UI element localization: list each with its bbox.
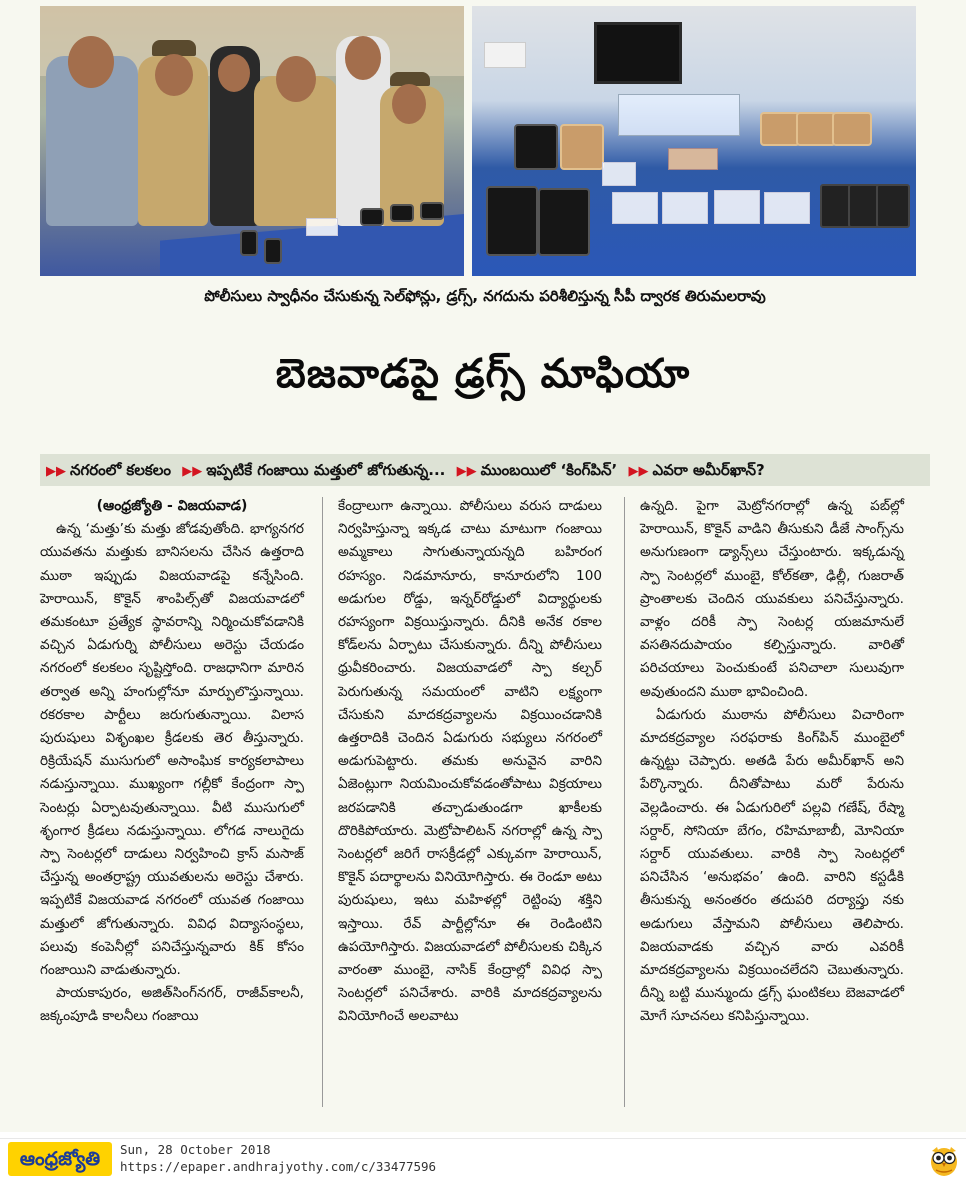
photo-police-inspection bbox=[40, 6, 464, 276]
footer-bar bbox=[0, 1138, 966, 1181]
owl-icon[interactable] bbox=[927, 1143, 961, 1177]
kicker-bar bbox=[40, 454, 930, 486]
publish-date: Sun, 28 October 2018 bbox=[120, 1142, 271, 1157]
article-paragraph: ఏడుగురు ముఠాను పోలీసులు విచారింగా మాదకద్రవ్యాల సరఫరాకు కింగ్‌పిన్‌ ముంబైలో ఉన్నట్టు చెప్పారు. అతడి పేరు అమీర్‌ఖాన్‌ అని పేర్కొన్నారు. దీనితోపాటు మరో పేరును వెల్లడించారు. ఈ ఏడుగురిలో పల్లవి గణేష్‌, రేష్మా సర్దార్‌, సోనియా బేగం, రహిమాబాబీ, మోనియా సర్దార్‌ యువతులు. వారికి స్పా సెంటర్లలో పనిచేసిన ‘అనుభవం’ ఉంది. వారిని కస్టడీకి తీసుకున్న అనంతరం తదుపరి దర్యాప్తు నకు అడుగులు వేస్తామని పోలీసులు తెలిపారు. విజయవాడకు వచ్చిన వారు ఎవరికీ మాదకద్రవ్యాలను విక్రయించలేదని చెబుతున్నారు. దీన్ని బట్టి మున్ముందు డ్రగ్స్‌ ఘంటికలు బెజవాడలో మోగే సూచనలు కనిపిస్తున్నాయి. bbox=[640, 706, 904, 1025]
kicker-item: ఎవరా అమీర్‌ఖాన్‌? bbox=[652, 461, 765, 479]
column-divider bbox=[322, 497, 323, 1107]
article-column-1 bbox=[40, 495, 304, 1029]
dateline: (ఆంధ్రజ్యోతి - విజయవాడ) bbox=[96, 498, 248, 514]
article-paragraph: పాయకాపురం, అజిత్‌సింగ్‌నగర్‌, రాజీవ్‌కాలనీ, జక్కంపూడి కాలనీలు గంజాయి bbox=[40, 985, 304, 1025]
column-divider bbox=[624, 497, 625, 1107]
photo-caption: పోలీసులు స్వాధీనం చేసుకున్న సెల్‌ఫోన్లు, డ్రగ్స్‌, నగదును పరిశీలిస్తున్న సీపీ ద్వారక తిరుమలరావు bbox=[204, 287, 766, 305]
double-arrow-icon: ▶▶ bbox=[628, 464, 649, 479]
article-column-3 bbox=[640, 495, 904, 1029]
clip-url[interactable]: https://epaper.andhrajyothy.com/c/33477596 bbox=[120, 1159, 437, 1174]
article-paragraph: ఉన్న ‘మత్తు’కు మత్తు జోడవుతోంది. భాగ్యనగర యువతను మత్తుకు బానిసలను చేసిన ఉత్తరాది ముఠా ఇప్పుడు విజయవాడపై కన్నేసింది. హెరాయిన్‌, కొకైన్‌ శాంపిల్స్‌తో విజయవాడలో తమకంటూ ప్రత్యేక స్థావరాన్ని నిర్మించుకోవడానికి వచ్చిన ఏడుగుర్ని పోలీసులు అరెస్టు చేయడం నగరంలో కలకలం సృష్టిస్తోంది. రాజధానిగా మారిన తర్వాత అన్ని హంగుల్లోనూ మార్పులొస్తున్నాయి. రకరకాల పార్టీలు జరుగుతున్నాయి. విలాస పురుషులు విశృంఖల క్రీడలకు తెర తీస్తున్నారు. రిక్రియేషన్‌ ముసుగులో అసాంఘిక కార్యకలాపాలు నడుస్తున్నాయి. ముఖ్యంగా గల్లీకో కేంద్రంగా స్పా సెంటర్లు ఏర్పాటవుతున్నాయి. వీటి ముసుగులో శృంగార క్రీడలు నడుస్తున్నాయి. లోగడ నాలుగైదు స్పా సెంటర్లలో దాడులు నిర్వహించి క్రాస్‌ మసాజ్‌ చేస్తున్న అంతర్రాష్ట్ర యువతులను అరెస్టు చేశారు. ఇప్పటికే విజయవాడ నగరంలో యువత గంజాయి మత్తులో జోగుతున్నారు. వివిధ విద్యాసంస్థలు, పలువు కంపెనీల్లో పనిచేస్తున్నవారు కిక్‌ కోసం గంజాయిని వాడుతున్నారు. bbox=[40, 521, 304, 979]
double-arrow-icon: ▶▶ bbox=[182, 464, 203, 479]
double-arrow-icon: ▶▶ bbox=[456, 464, 477, 479]
kicker-item: ముంబయిలో ‘కింగ్‌పిన్‌’ bbox=[480, 461, 618, 479]
photo-seized-items bbox=[472, 6, 916, 276]
article-paragraph: ఉన్నది. పైగా మెట్రోనగరాల్లో ఉన్న పబ్‌ల్లో హెరాయిన్‌, కొకైన్‌ వాడిని తీసుకుని డీజే సాంగ్స్‌ను అనుగుణంగా డ్యాన్స్‌లు చేస్తుంటారు. ఇక్కడున్న స్పా సెంటర్లలో ముంబై, కోల్‌కతా, ఢిల్లీ, గుజరాత్‌ ప్రాంతాలకు చెందిన యువకులు పనిచేస్తున్నారు. వాళ్లం దరికీ స్పా సెంటర్ల యజమానులే వసతినదుపాయం కల్పిస్తున్నారు. వారితో పరిచయాలు పెంచుకుంటే పనిచాలా సులువుగా అవుతుందని ముఠా భావించింది. bbox=[640, 498, 904, 700]
article-paragraph: కేంద్రాలుగా ఉన్నాయి. పోలీసులు వరుస దాడులు నిర్వహిస్తున్నా ఇక్కడ చాటు మాటుగా గంజాయి అమ్మకాలు సాగుతున్నాయన్నది బహిరంగ రహస్యం. నిడమానూరు, కానూరులోని 100 అడుగుల రోడ్డు, ఇన్నర్‌రోడ్డులో విద్యార్థులకు రహస్యంగా విక్రయిస్తున్నారు. దీనికి అనేక రకాల కోడ్‌లను ఏర్పాటు చేసుకున్నారు. దీన్ని పోలీసులు ధ్రువీకరించారు. విజయవాడలో స్పా కల్చర్‌ పెరుగుతున్న సమయంలో వాటిని లక్ష్యంగా చేసుకుని మాదకద్రవ్యాలను విక్రయించడానికి ఉత్తరాదికి చెందిన ఏడుగురు సభ్యులు నగరంలో అడుగుపెట్టారు. తమకు అనువైన వారిని ఏజెంట్లుగా నియమించుకోవడంతోపాటు విక్రయాలు జరపడానికి తచ్చాడుతుండగా ఖాకీలకు దొరికిపోయారు. మెట్రోపాలిటన్‌ నగరాల్లో ఉన్న స్పా సెంటర్లలో జరిగే రాసక్రీడల్లో ఎక్కువగా హెరాయిన్‌, కొకైన్‌ పదార్థాలను వినియోగిస్తారు. ఈ రెండూ అటు పురుషులు, ఇటు మహిళల్లో రెట్టింపు శక్తిని ఇస్తాయి. రేవ్‌ పార్టీల్లోనూ ఈ రెండింటిని ఉపయోగిస్తారు. విజయవాడలో పోలీసులకు చిక్కిన వారంతా ముంబై, నాసిక్‌ కేంద్రాల్లో వివిధ స్పా సెంటర్లలో పనిచేశారు. వారికి మాదకద్రవ్యాలను వినియోగించే అలవాటు bbox=[338, 498, 602, 1025]
kicker-item: నగరంలో కలకలం bbox=[70, 461, 171, 479]
headline: బెజవాడపై డ్రగ్స్‌ మాఫియా bbox=[275, 351, 691, 397]
kicker-item: ఇప్పటికే గంజాయి మత్తులో జోగుతున్న... bbox=[206, 461, 446, 479]
monitor bbox=[594, 22, 682, 84]
andhrajyothy-logo[interactable]: ఆంధ్రజ్యోతి bbox=[8, 1142, 112, 1176]
double-arrow-icon: ▶▶ bbox=[46, 464, 66, 479]
article-column-2 bbox=[338, 495, 602, 1029]
